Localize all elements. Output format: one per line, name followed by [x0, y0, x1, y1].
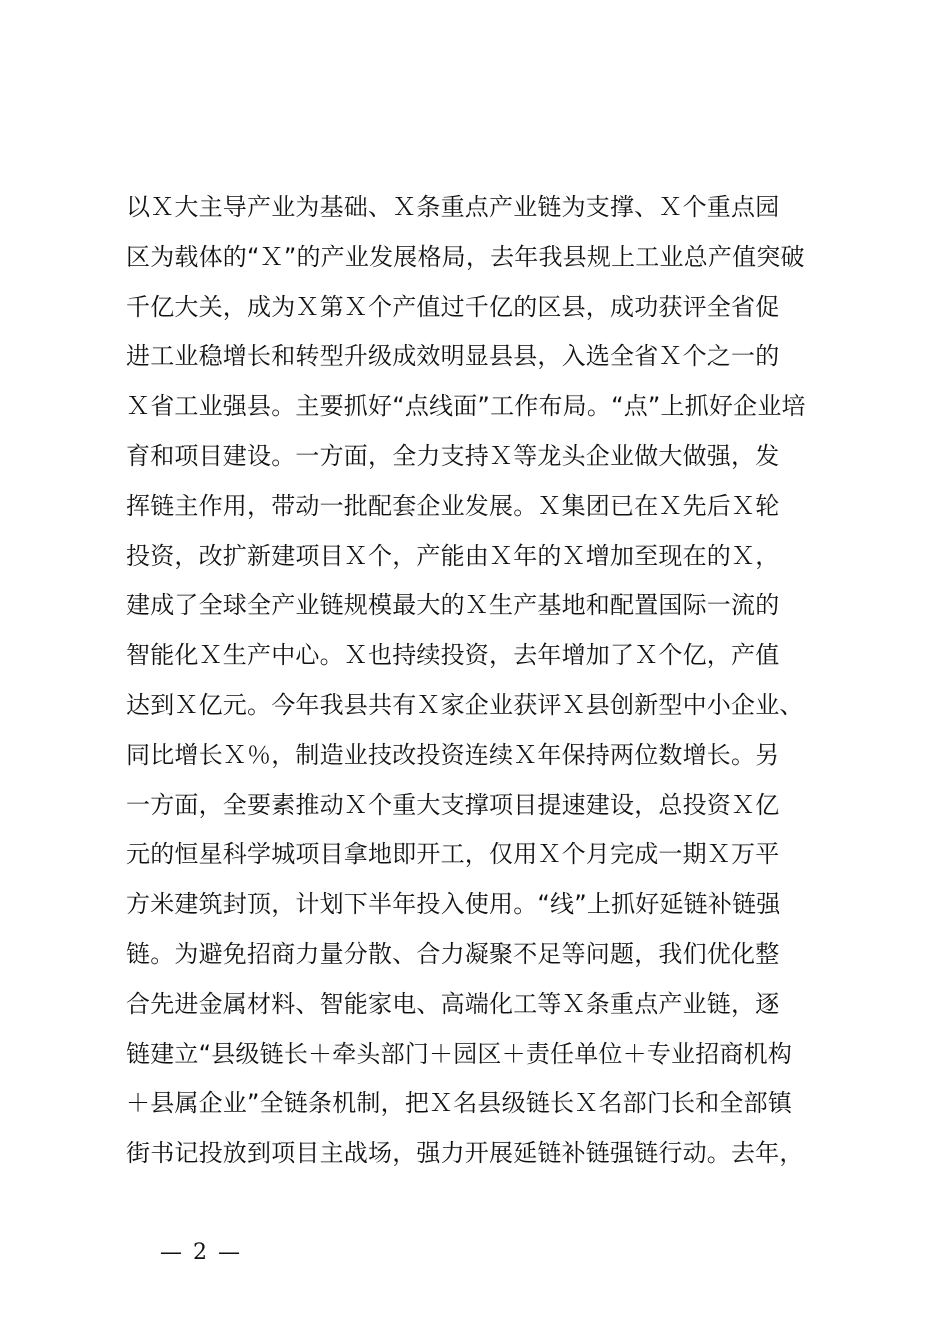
text-line: 达到Ｘ亿元。今年我县共有Ｘ家企业获评Ｘ县创新型中小企业、 [126, 690, 804, 719]
page-number: — 2 — [160, 1240, 242, 1265]
text-line: 进工业稳增长和转型升级成效明显县县，入选全省Ｘ个之一的 [126, 342, 780, 371]
text-line: 链。为避免招商力量分散、合力凝聚不足等问题，我们优化整 [126, 939, 780, 968]
text-line: 挥链主作用，带动一批配套企业发展。Ｘ集团已在Ｘ先后Ｘ轮 [126, 491, 780, 520]
text-line: 区为载体的“Ｘ”的产业发展格局，去年我县规上工业总产值突破 [126, 242, 805, 271]
text-line: 一方面，全要素推动Ｘ个重大支撑项目提速建设，总投资Ｘ亿 [126, 790, 780, 819]
text-line: 投资，改扩新建项目Ｘ个，产能由Ｘ年的Ｘ增加至现在的Ｘ， [126, 541, 780, 570]
text-line: 育和项目建设。一方面，全力支持Ｘ等龙头企业做大做强，发 [126, 441, 780, 470]
text-line: 以Ｘ大主导产业为基础、Ｘ条重点产业链为支撑、Ｘ个重点园 [126, 193, 780, 221]
text-line: 元的恒星科学城项目拿地即开工，仅用Ｘ个月完成一期Ｘ万平 [126, 840, 780, 869]
text-line: 链建立“县级链长＋牵头部门＋园区＋责任单位＋专业招商机构 [126, 1039, 793, 1068]
text-line: 建成了全球全产业链规模最大的Ｘ生产基地和配置国际一流的 [126, 591, 780, 620]
body-paragraph [126, 183, 846, 1179]
text-line: 方米建筑封顶，计划下半年投入使用。“线”上抓好延链补链强 [126, 890, 781, 919]
text-line: 同比增长Ｘ％，制造业技改投资连续Ｘ年保持两位数增长。另 [126, 740, 780, 769]
text-line: ＋县属企业”全链条机制，把Ｘ名县级链长Ｘ名部门长和全部镇 [126, 1089, 793, 1118]
text-line: 街书记投放到项目主战场，强力开展延链补链强链行动。去年， [126, 1139, 804, 1168]
text-line: 千亿大关，成为Ｘ第Ｘ个产值过千亿的区县，成功获评全省促 [126, 292, 780, 321]
text-line: 智能化Ｘ生产中心。Ｘ也持续投资，去年增加了Ｘ个亿，产值 [126, 641, 780, 670]
text-line: 合先进金属材料、智能家电、高端化工等Ｘ条重点产业链，逐 [126, 989, 780, 1018]
text-line: Ｘ省工业强县。主要抓好“点线面”工作布局。“点”上抓好企业培 [126, 392, 806, 421]
